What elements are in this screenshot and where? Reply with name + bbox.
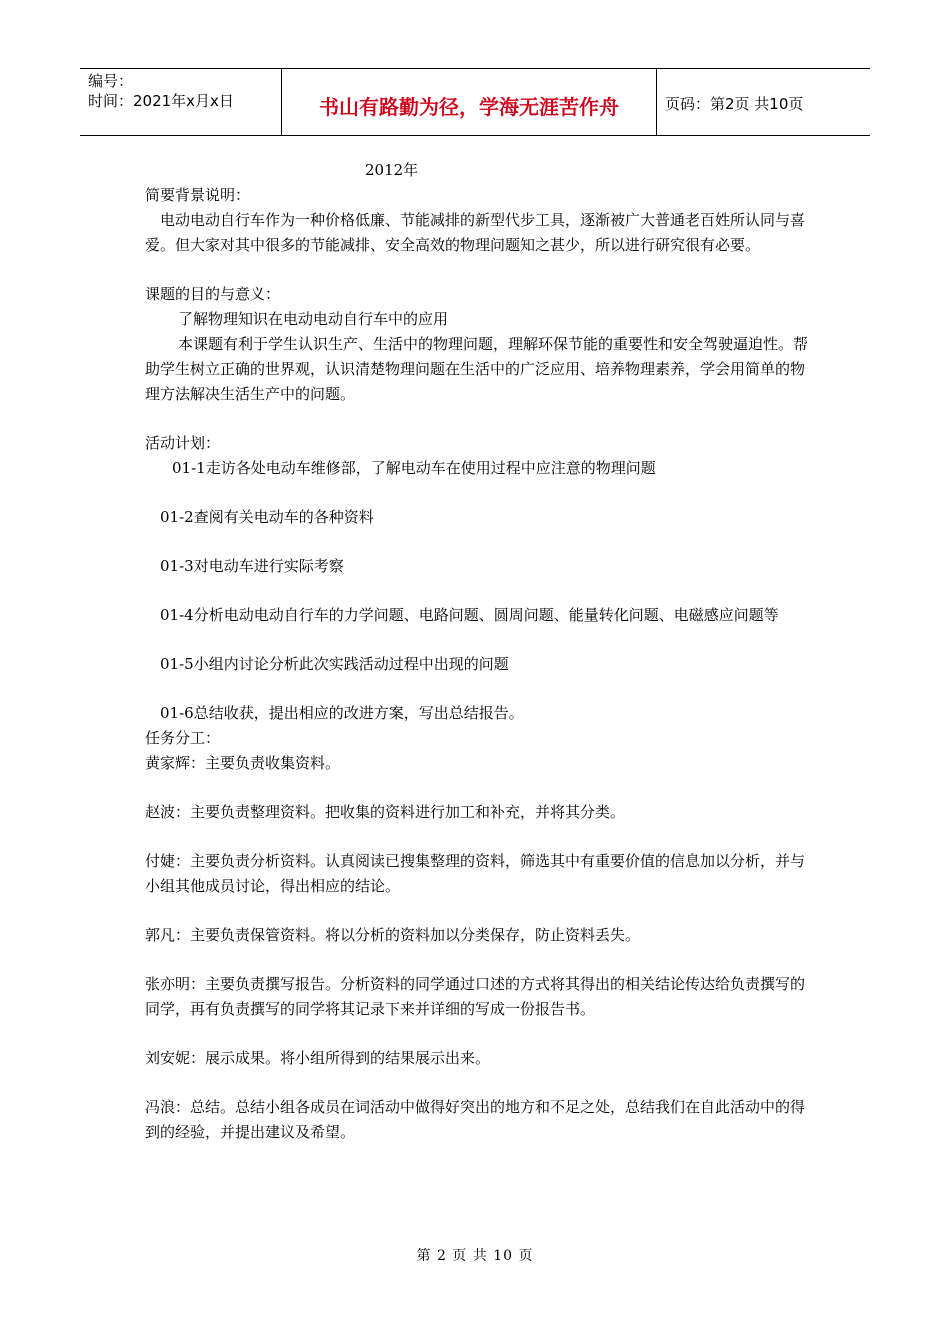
plan-item: 01-5小组内讨论分析此次实践活动过程中出现的问题 (160, 655, 509, 673)
purpose-line: 了解物理知识在电动电动自行车中的应用 (178, 310, 449, 328)
plan-item: 01-3对电动车进行实际考察 (160, 557, 344, 575)
year-title: 2012年 (365, 161, 419, 179)
plan-item: 01-2查阅有关电动车的各种资料 (160, 508, 374, 526)
background-text: 电动电动自行车作为一种价格低廉、节能减排的新型代步工具，逐渐被广大普通老百姓所认同与喜爱。但大家对其中很多的节能减排、安全高效的物理问题知之甚少，所以进行研究很有必要。 (145, 211, 806, 254)
number-label: 编号： (88, 72, 134, 90)
purpose-heading: 课题的目的与意义： (145, 285, 281, 303)
header-motto: 书山有路勤为径，学海无涯苦作舟 (282, 69, 657, 135)
task-item: 赵波：主要负责整理资料。把收集的资料进行加工和补充，并将其分类。 (145, 803, 626, 821)
background-heading: 简要背景说明： (145, 186, 251, 204)
task-heading: 任务分工： (145, 729, 221, 747)
plan-heading: 活动计划： (145, 434, 221, 452)
page-footer: 第 2 页 共 10 页 (416, 1248, 534, 1264)
task-item: 郭凡：主要负责保管资料。将以分析的资料加以分类保存，防止资料丢失。 (145, 926, 641, 944)
time-label: 时间：2021年x月x日 (88, 92, 234, 110)
page-header (80, 68, 870, 136)
task-item: 冯浪：总结。总结小组各成员在词活动中做得好突出的地方和不足之处，总结我们在自此活动中的得到的经验，并提出建议及希望。 (145, 1098, 806, 1141)
header-meta (80, 69, 282, 135)
plan-item: 01-1走访各处电动车维修部，了解电动车在使用过程中应注意的物理问题 (172, 459, 656, 477)
plan-item: 01-6总结收获，提出相应的改进方案，写出总结报告。 (160, 704, 524, 722)
task-item: 付婕：主要负责分析资料。认真阅读已搜集整理的资料，筛选其中有重要价值的信息加以分析，并与小组其他成员讨论，得出相应的结论。 (145, 852, 806, 895)
task-item: 黄家辉：主要负责收集资料。 (145, 754, 341, 772)
task-item: 刘安妮：展示成果。将小组所得到的结果展示出来。 (145, 1049, 491, 1067)
header-page-info: 页码：第2页 共10页 (665, 94, 804, 113)
purpose-text: 本课题有利于学生认识生产、生活中的物理问题，理解环保节能的重要性和安全驾驶逼迫性。帮助学生树立正确的世界观，认识清楚物理问题在生活中的广泛应用、培养物理素养，学会用简单的物理方法解决生活生产中的问题。 (145, 335, 809, 403)
document-body (145, 158, 810, 1145)
plan-item: 01-4分析电动电动自行车的力学问题、电路问题、圆周问题、能量转化问题、电磁感应问题等 (160, 606, 779, 624)
task-item: 张亦明：主要负责撰写报告。分析资料的同学通过口述的方式将其得出的相关结论传达给负责撰写的同学，再有负责撰写的同学将其记录下来并详细的写成一份报告书。 (145, 975, 806, 1018)
